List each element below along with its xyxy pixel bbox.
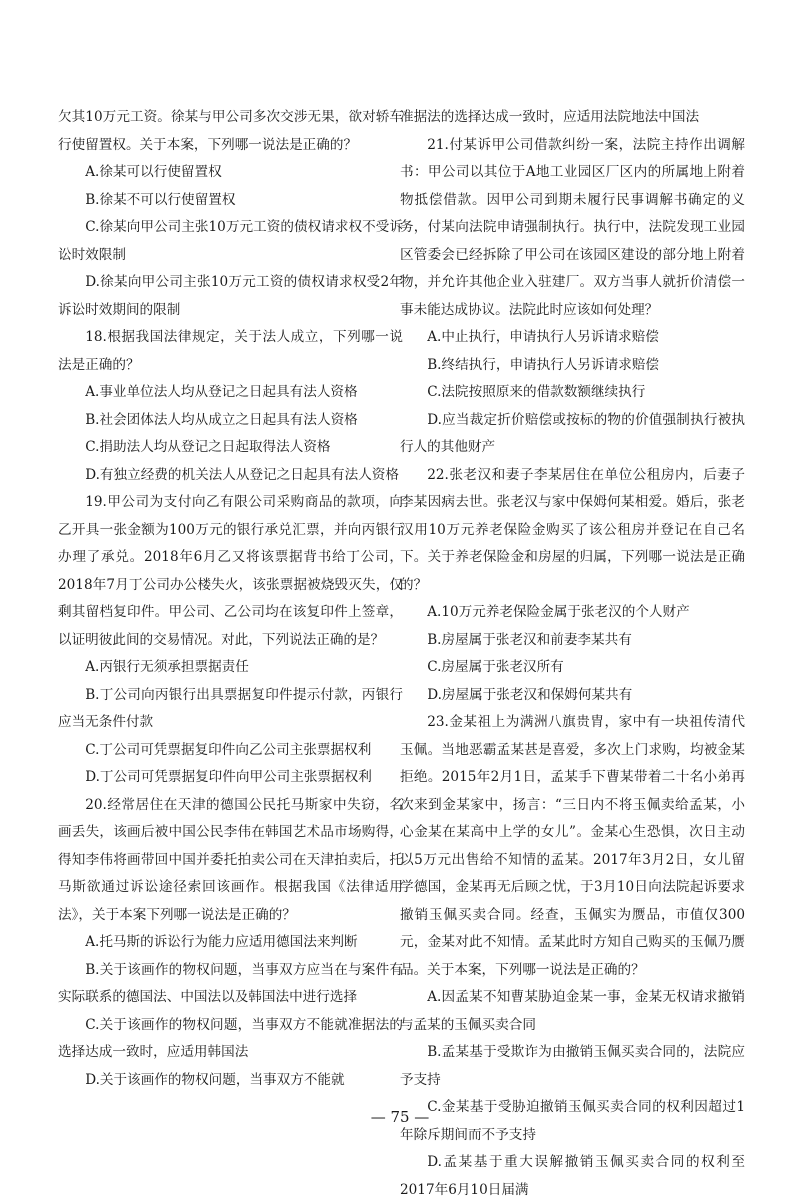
paragraph: A.徐某可以行使留置权 <box>85 164 222 180</box>
paragraph: C.法院按照原来的借款数额继续执行 <box>427 384 646 400</box>
paragraph: D.关于该画作的物权问题，当事双方不能就 <box>85 1071 345 1088</box>
paragraph: B.终结执行，申请执行人另诉请求赔偿 <box>427 356 659 373</box>
paragraph: D.孟某基于重大误解撤销玉佩买卖合同的权利至2017年6月10日届满 <box>400 1154 745 1198</box>
paragraph: A.中止执行，申请执行人另诉请求赔偿 <box>427 329 659 345</box>
paragraph: 22.张老汉和妻子李某居住在单位公租房内，后妻子李某因病去世。张老汉与家中保姆何某相爱。婚后，张老汉用10万元养老保险金购买了该公租房并登记在自己名下。关于养老保险金和房屋的归属，下列哪一说法是正确的？ <box>400 466 745 593</box>
page-number: — 75 — <box>370 1108 430 1126</box>
paragraph: 欠其10万元工资。徐某与甲公司多次交涉无果，欲对轿车行使留置权。关于本案，下列哪一说法是正确的？ <box>58 109 403 153</box>
left-column <box>58 104 403 1094</box>
paragraph: C.金某基于受胁迫撤销玉佩买卖合同的权利因超过1年除斥期间而不予支持 <box>400 1099 745 1143</box>
paragraph: B.孟某基于受欺诈为由撤销玉佩买卖合同的，法院应予支持 <box>400 1044 745 1088</box>
paragraph: B.丁公司向丙银行出具票据复印件提示付款，丙银行应当无条件付款 <box>58 686 403 730</box>
paragraph: 19.甲公司为支付向乙有限公司采购商品的款项，向乙开具一张金额为100万元的银行承兑汇票，并向丙银行办理了承兑。2018年6月乙又将该票据背书给丁公司，2018年7月丁公司办公楼失火，该张票据被烧毁灭失，仅剩其留档复印件。甲公司、乙公司均在该复印件上签章，以证明彼此间的交易情况。对此，下列说法正确的是？ <box>58 494 403 648</box>
paragraph: C.丁公司可凭票据复印件向乙公司主张票据权利 <box>85 741 372 758</box>
paragraph: D.徐某向甲公司主张10万元工资的债权请求权受2年诉讼时效期间的限制 <box>58 274 403 318</box>
paragraph: 21.付某诉甲公司借款纠纷一案，法院主持作出调解书：甲公司以其位于A地工业园区厂区内的所属地上附着物抵偿借款。因甲公司到期未履行民事调解书确定的义务，付某向法院申请强制执行。执行中，法院发现工业园区管委会已经拆除了甲公司在该园区建设的部分地上附着物，并允许其他企业入驻建厂。双方当事人就折价清偿一事未能达成协议。法院此时应该如何处理？ <box>400 136 745 318</box>
paragraph: C.捐助法人均从登记之日起取得法人资格 <box>85 439 331 455</box>
paragraph: D.有独立经费的机关法人从登记之日起具有法人资格 <box>85 466 399 483</box>
paragraph: A.10万元养老保险金属于张老汉的个人财产 <box>427 604 690 620</box>
paragraph: A.丙银行无须承担票据责任 <box>85 659 249 675</box>
paragraph: A.事业单位法人均从登记之日起具有法人资格 <box>85 384 358 400</box>
paragraph: 20.经常居住在天津的德国公民托马斯家中失窃，名画丢失，该画后被中国公民李伟在韩国艺术品市场购得，得知李伟将画带回中国并委托拍卖公司在天津拍卖后，托马斯欲通过诉讼途径索回该画作。根据我国《法律适用法》，关于本案下列哪一说法是正确的？ <box>58 796 403 923</box>
paragraph: 准据法的选择达成一致时，应适用法院地法中国法 <box>400 109 700 125</box>
paragraph: D.丁公司可凭票据复印件向甲公司主张票据权利 <box>85 769 372 785</box>
paragraph: A.托马斯的诉讼行为能力应适用德国法来判断 <box>85 934 358 950</box>
paragraph: 23.金某祖上为满洲八旗贵胄，家中有一块祖传清代玉佩。当地恶霸孟某甚是喜爱，多次上门求购，均被金某拒绝。2015年2月1日，孟某手下曹某带着二十名小弟再次来到金某家中，扬言：“三日内不将玉佩卖给孟某，小心金某在某高中上学的女儿”。金某心生恐惧，次日主动以5万元出售给不知情的孟某。2017年3月2日，女儿留学德国，金某再无后顾之忧，于3月10日向法院起诉要求撤销玉佩买卖合同。经查，玉佩实为赝品，市值仅300元，金某对此不知情。孟某此时方知自己购买的玉佩乃赝品。关于本案，下列哪一说法是正确的？ <box>400 714 745 978</box>
paragraph: B.房屋属于张老汉和前妻李某共有 <box>427 631 632 648</box>
paragraph: A.因孟某不知曹某胁迫金某一事，金某无权请求撤销与孟某的玉佩买卖合同 <box>400 989 745 1033</box>
right-column <box>400 104 745 1204</box>
paragraph: C.房屋属于张老汉所有 <box>427 659 564 675</box>
paragraph: C.徐某向甲公司主张10万元工资的债权请求权不受诉讼时效限制 <box>58 219 403 263</box>
paragraph: B.社会团体法人均从成立之日起具有法人资格 <box>85 411 358 428</box>
paragraph: C.关于该画作的物权问题，当事双方不能就准据法的选择达成一致时，应适用韩国法 <box>58 1016 403 1060</box>
paragraph: B.关于该画作的物权问题，当事双方应当在与案件有实际联系的德国法、中国法以及韩国法中进行选择 <box>58 961 403 1005</box>
paragraph: 18.根据我国法律规定，关于法人成立，下列哪一说法是正确的？ <box>58 329 403 373</box>
paragraph: B.徐某不可以行使留置权 <box>85 191 236 208</box>
paragraph: D.应当裁定折价赔偿或按标的物的价值强制执行被执行人的其他财产 <box>400 411 745 455</box>
paragraph: D.房屋属于张老汉和保姆何某共有 <box>427 686 633 703</box>
